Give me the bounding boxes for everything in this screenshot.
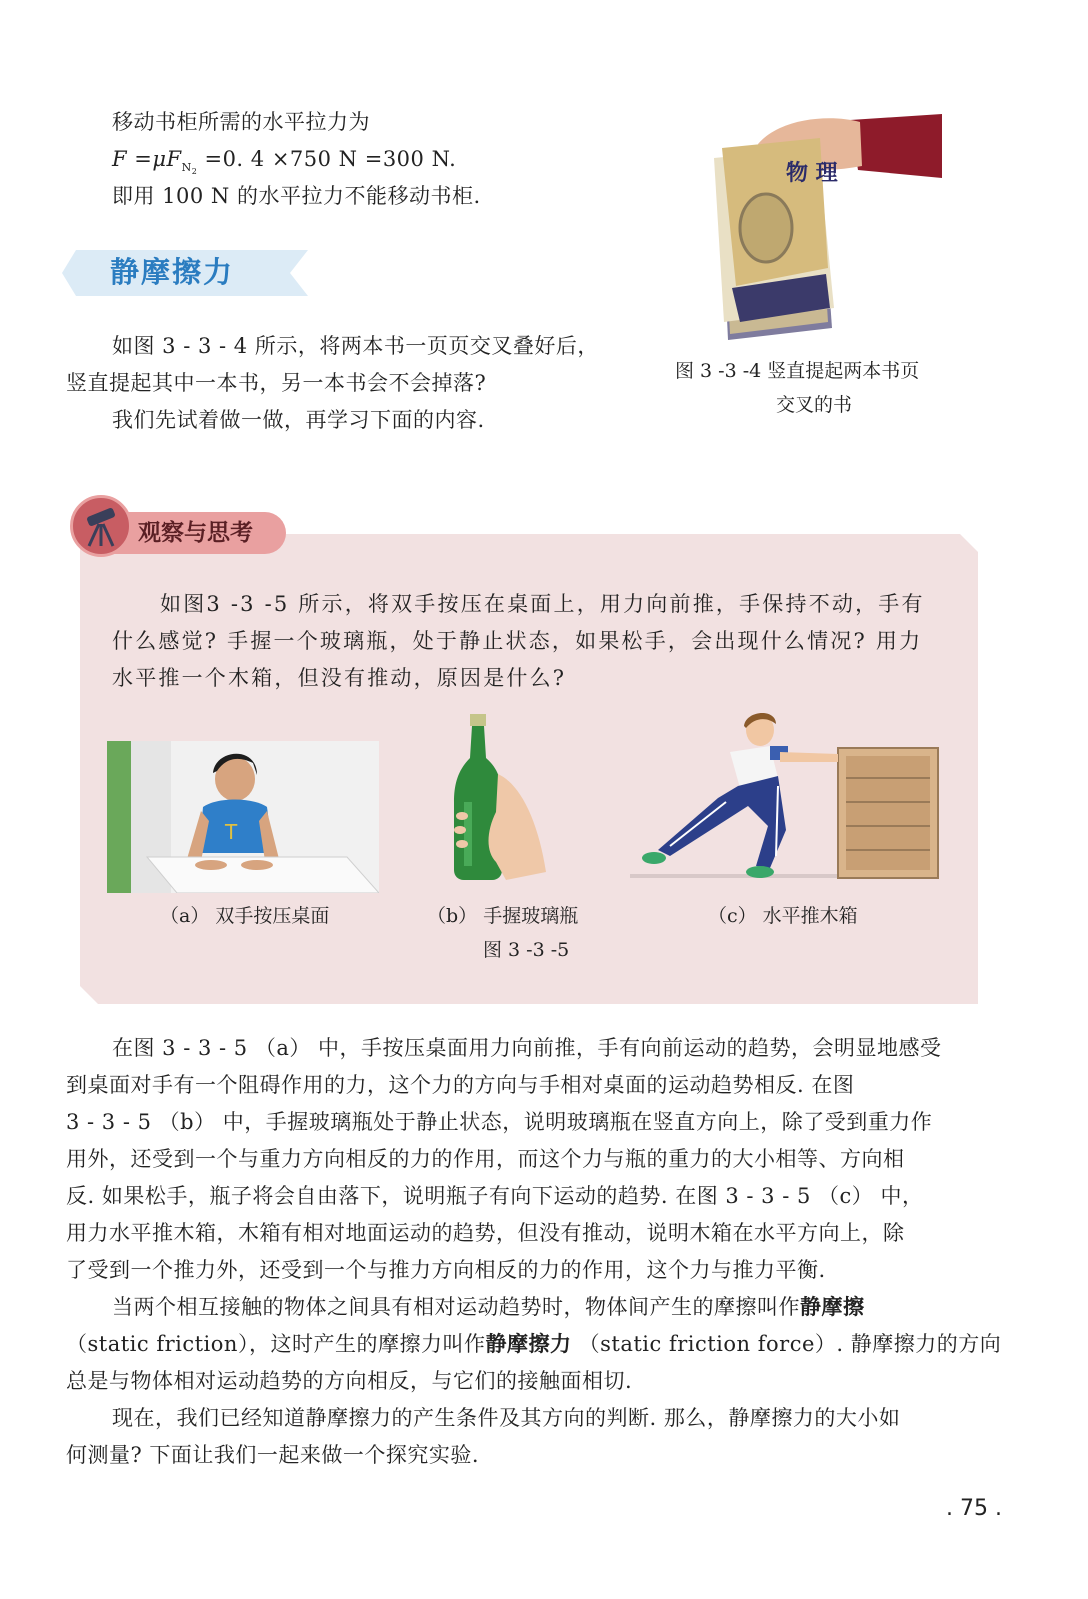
figure-335-label: 图 3 -3 -5 (483, 939, 570, 961)
books-hand-photo (700, 108, 950, 348)
intro-line-3: 即用 100 N 的水平拉力不能移动书柜. (112, 184, 481, 208)
figure-334-caption-1: 图 3 -3 -4 竖直提起两本书页 (675, 360, 920, 382)
telescope-icon (70, 495, 132, 557)
body-line-11: 现在，我们已经知道静摩擦力的产生条件及其方向的判断. 那么，静摩擦力的大小如 (112, 1406, 901, 1430)
body-line-3: 3 - 3 - 5 （b） 中，手握玻璃瓶处于静止状态，说明玻璃瓶在竖直方向上，除了受到重力作 (66, 1110, 933, 1134)
book-label: 物 理 (786, 161, 838, 186)
section-paragraph-1b: 竖直提起其中一本书，另一本书会不会掉落? (66, 371, 487, 395)
photo-press-desk (107, 741, 379, 893)
body-line-10: 总是与物体相对运动趋势的方向相反，与它们的接触面相切. (66, 1369, 633, 1393)
body-line-2: 到桌面对手有一个阻碍作用的力，这个力的方向与手相对桌面的运动趋势相反. 在图 (66, 1073, 855, 1097)
push-box-image (630, 706, 946, 882)
formula-subscript: N2 (181, 161, 198, 177)
intro-line-1: 移动书柜所需的水平拉力为 (112, 110, 370, 134)
body-line-9-text-a: （static friction），这时产生的摩擦力叫作 (66, 1332, 486, 1356)
body-line-6: 用力水平推木箱，木箱有相对地面运动的趋势，但没有推动，说明木箱在水平方向上，除 (66, 1221, 905, 1245)
body-line-9-text-c: （static friction force）. 静摩擦力的方向 (571, 1332, 1002, 1356)
body-line-4: 用外，还受到一个与重力方向相反的力的作用，而这个力与瓶的重力的大小相等、方向相 (66, 1147, 905, 1171)
formula-mu: =μF (127, 147, 182, 171)
section-title: 静摩擦力 (110, 255, 235, 289)
term-static-friction: 静摩擦 (800, 1295, 865, 1319)
page-number: . 75 . (946, 1496, 1002, 1521)
formula-rest: =0. 4 ×750 N =300 N. (197, 147, 457, 171)
body-line-12: 何测量? 下面让我们一起来做一个探究实验. (66, 1443, 480, 1467)
caption-b: （b） 手握玻璃瓶 (427, 905, 579, 927)
body-line-9 (66, 1326, 1001, 1363)
bottle-in-hand-image (446, 712, 550, 884)
observe-line-2: 什么感觉? 手握一个玻璃瓶，处于静止状态，如果松手，会出现什么情况? 用力 (112, 629, 923, 653)
svg-text:T: T (225, 820, 238, 844)
body-line-7: 了受到一个推力外，还受到一个与推力方向相反的力的作用，这个力与推力平衡. (66, 1258, 826, 1282)
observe-title: 观察与思考 (138, 520, 253, 546)
caption-a: （a） 双手按压桌面 (160, 905, 330, 927)
formula-F: F (112, 147, 128, 171)
observe-line-3: 水平推一个木箱，但没有推动，原因是什么? (112, 666, 567, 690)
observe-line-1: 如图3 -3 -5 所示，将双手按压在桌面上，用力向前推，手保持不动，手有 (160, 592, 925, 616)
body-line-1: 在图 3 - 3 - 5 （a） 中，手按压桌面用力向前推，手有向前运动的趋势，会明显地感受 (112, 1036, 942, 1060)
body-line-5: 反. 如果松手，瓶子将会自由落下，说明瓶子有向下运动的趋势. 在图 3 - 3 - 5 （c） 中， (66, 1184, 924, 1208)
section-paragraph-1a: 如图 3 - 3 - 4 所示，将两本书一页页交叉叠好后， (112, 334, 599, 358)
term-static-friction-force: 静摩擦力 (485, 1332, 572, 1356)
body-line-8-text: 当两个相互接触的物体之间具有相对运动趋势时，物体间产生的摩擦叫作 (112, 1295, 800, 1319)
figure-334-caption-2: 交叉的书 (776, 394, 853, 416)
body-line-8 (112, 1289, 865, 1326)
section-paragraph-2: 我们先试着做一做，再学习下面的内容. (112, 408, 485, 432)
caption-c: （c） 水平推木箱 (708, 905, 858, 927)
